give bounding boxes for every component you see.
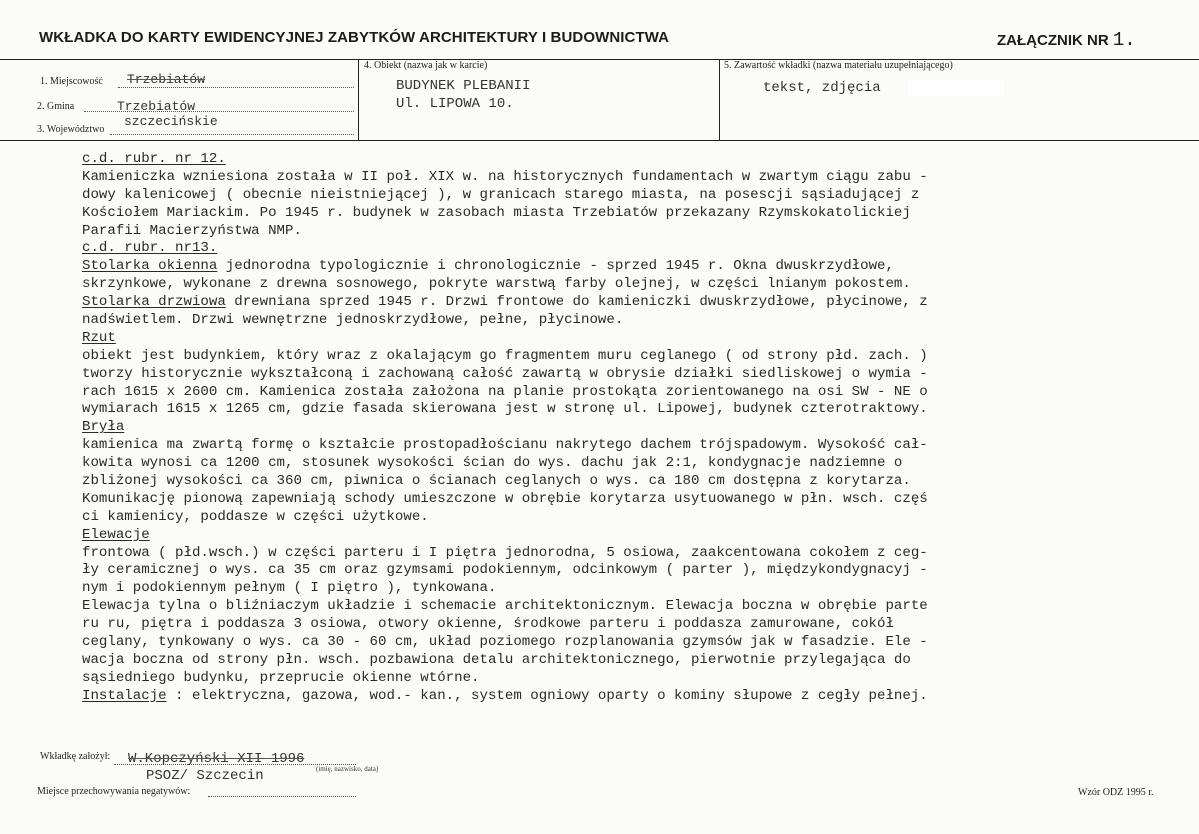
rzut-line: rach 1615 x 2600 cm. Kamienica została założona na planie prostokąta zorientowanego na osi SW - NE o: [82, 383, 928, 400]
gmina-value: Trzebiatów: [117, 99, 196, 114]
elewacje-line: frontowa ( płd.wsch.) w części parteru i I piętra jednorodna, 5 osiowa, zaakcentowana cokołem z ceg-: [82, 544, 928, 561]
stolarka-drzwiowa-label: Stolarka drzwiowa: [82, 294, 226, 311]
stolarka-drzwiowa-text: nadświetlem. Drzwi wewnętrzne jednoskrzydłowe, pełne, płycinowe.: [82, 312, 624, 329]
miejscowosc-label: 1. Miejscowość: [40, 76, 103, 87]
miejscowosc-value: Trzebiatów: [127, 72, 206, 87]
annex-number-value: 1.: [1112, 29, 1136, 51]
heading-rubr-13: c.d. rubr. nr13.: [82, 240, 218, 257]
redaction-mark: [908, 80, 1004, 96]
bryla-line: kamienica ma zwartą formę o kształcie prostopadłościanu nakrytego dachem trójspadowym. Wysokość cał-: [82, 437, 928, 454]
p1-line: Kościołem Mariackim. Po 1945 r. budynek w zasobach miasta Trzebiatów przekazany Rzymskokatolickiej: [82, 204, 911, 221]
institution: PSOZ/ Szczecin: [146, 768, 264, 784]
box-divider-1: [358, 59, 359, 140]
form-version: Wzór ODZ 1995 r.: [1078, 787, 1154, 798]
gmina-label: 2. Gmina: [37, 101, 75, 112]
contents-value: tekst, zdjęcia: [763, 80, 881, 96]
wojewodztwo-value: szczecińskie: [124, 114, 218, 129]
bryla-line: zbliżonej wysokości ca 360 cm, piwnica o ścianach ceglanych o wys. ca 180 cm dostępna z korytarza.: [82, 473, 911, 490]
heading-rubr-12: c.d. rubr. nr 12.: [82, 151, 226, 167]
bryla-line: Komunikację pionową zapewniają schody umieszczone w obrębie korytarza usytuowanego w płn. wsch. częś: [82, 490, 928, 507]
rzut-line: wymiarach 1615 x 1265 cm, gdzie fasada skierowana jest w stronę ul. Lipowej, budynek czterotraktowy.: [82, 401, 928, 418]
bryla-line: ci kamienicy, poddasze w części użytkowe.: [82, 508, 429, 525]
elewacje-line: ceglany, tynkowany o wys. ca 30 - 60 cm, układ poziomego rozplanowania gzymsów jak w fasadzie. Ele -: [82, 634, 928, 651]
negatywy-dots: [208, 796, 356, 797]
elewacje-label: Elewacje: [82, 526, 150, 543]
instalacje-label: Instalacje: [82, 687, 167, 704]
object-address: Ul. LIPOWA 10.: [396, 96, 514, 112]
rzut-label: Rzut: [82, 329, 116, 346]
description-text: [82, 151, 1182, 706]
wojewodztwo-dots: [110, 134, 354, 135]
annex-number: [997, 29, 1136, 51]
miejscowosc-dots: [118, 87, 354, 88]
zalozyl-label: Wkładkę założył:: [40, 751, 111, 762]
annex-label: ZAŁĄCZNIK NR: [997, 32, 1109, 49]
elewacje-line: Elewacja tylna o bliźniaczym układzie i schemacie architektonicznym. Elewacja boczna w obrębie parte: [82, 598, 928, 615]
stolarka-drzwiowa-text: drewniana sprzed 1945 r. Drzwi frontowe do kamieniczki dwuskrzydłowe, płycinowe, z: [225, 294, 928, 311]
zalozyl-value: W.Kopczyński XII 1996: [128, 751, 305, 767]
wojewodztwo-label: 3. Województwo: [37, 124, 105, 135]
object-name: BUDYNEK PLEBANII: [396, 78, 531, 94]
bryla-line: kowita wynosi ca 1200 cm, stosunek wysokości ścian do wys. dachu jak 2:1, kondygnacje nadziemne o: [82, 455, 903, 472]
rzut-line: tworzy historycznie wykształconą i zachowaną całość zawartą w obrysie działki siedliskowej o wymia -: [82, 365, 928, 382]
stolarka-okienna-text: skrzynkowe, wykonane z drewna sosnowego, pokryte warstwą farby olejnej, w części lnianym pokostem.: [82, 276, 911, 293]
box-divider-2: [719, 59, 720, 140]
object-label: 4. Obiekt (nazwa jak w karcie): [364, 60, 488, 71]
elewacje-line: wacja boczna od strony płn. wsch. pozbawiona detalu architektonicznego, pierwotnie przylegająca do: [82, 651, 911, 668]
zalozyl-note: (imię, nazwisko, data): [316, 765, 379, 773]
stolarka-okienna-text: jednorodna typologicznie i chronologicznie - sprzed 1945 r. Okna dwuskrzydłowe,: [217, 258, 894, 275]
p1-line: dowy kalenicowej ( obecnie nieistniejącej ), w granicach starego miasta, na posescji sąsiadującej z: [82, 186, 920, 203]
p1-line: Parafii Macierzyństwa NMP.: [82, 222, 302, 239]
elewacje-line: ły ceramicznej o wys. ca 35 cm oraz gzymsami podokiennym, odcinkowym ( parter ), międzykondygnacyj -: [82, 562, 928, 579]
elewacje-line: nym i podokiennym pełnym ( I piętro ), tynkowana.: [82, 580, 497, 597]
negatywy-label: Miejsce przechowywania negatywów:: [37, 786, 191, 797]
elewacje-line: ru ru, piętra i poddasza 3 osiowa, otwory okienne, środkowe parteru i poddasza zamurowane, cokół: [82, 616, 894, 633]
header-rule: [0, 59, 1199, 60]
bryla-label: Bryła: [82, 419, 125, 436]
stolarka-okienna-label: Stolarka okienna: [82, 258, 218, 275]
contents-label: 5. Zawartość wkładki (nazwa materiału uzupełniającego): [724, 60, 953, 71]
box-bottom-rule: [0, 140, 1199, 141]
rzut-line: obiekt jest budynkiem, który wraz z okalającym go fragmentem muru ceglanego ( od strony płd. zach. ): [82, 347, 928, 364]
instalacje-text: : elektryczna, gazowa, wod.- kan., system ogniowy oparty o kominy słupowe z cegły pełnej.: [166, 687, 928, 704]
card-title: WKŁADKA DO KARTY EWIDENCYJNEJ ZABYTKÓW ARCHITEKTURY I BUDOWNICTWA: [39, 29, 670, 46]
p1-line: Kamieniczka wzniesiona została w II poł. XIX w. na historycznych fundamentach w zwartym ciągu zabu -: [82, 168, 928, 185]
elewacje-line: sąsiedniego budynku, przeprucie okienne wtórne.: [82, 669, 480, 686]
